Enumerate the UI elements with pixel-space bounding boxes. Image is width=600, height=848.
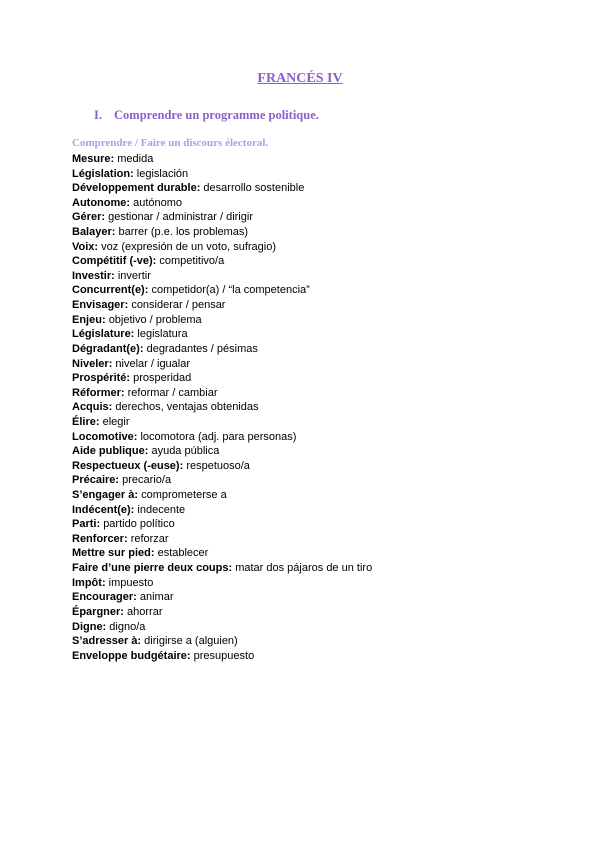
vocabulary-term: Respectueux (-euse): (72, 459, 184, 472)
vocabulary-term: Envisager: (72, 299, 129, 312)
vocabulary-entry (72, 415, 572, 430)
subheading: Comprendre / Faire un discours électoral. (72, 137, 269, 149)
vocabulary-term: Encourager: (72, 591, 137, 604)
section-heading (94, 108, 319, 123)
vocabulary-term: Législation: (72, 167, 134, 180)
vocabulary-definition: objetivo / problema (108, 313, 202, 326)
vocabulary-definition: reformar / cambiar (127, 386, 218, 399)
vocabulary-term: Enjeu: (72, 313, 106, 326)
vocabulary-definition: degradantes / pésimas (146, 342, 258, 355)
vocabulary-definition: ahorrar (127, 605, 163, 618)
vocabulary-entry (72, 532, 572, 547)
vocabulary-definition: impuesto (108, 576, 154, 589)
vocabulary-term: Niveler: (72, 357, 113, 370)
vocabulary-definition: nivelar / igualar (115, 357, 191, 370)
vocabulary-term: Investir: (72, 269, 115, 282)
vocabulary-term: Voix: (72, 240, 99, 253)
vocabulary-term: Balayer: (72, 226, 116, 239)
vocabulary-definition: animar (139, 591, 174, 604)
vocabulary-definition: partido político (103, 518, 175, 531)
vocabulary-entry (72, 430, 572, 445)
vocabulary-term: Compétitif (-ve): (72, 255, 157, 268)
vocabulary-term: Concurrent(e): (72, 284, 149, 297)
vocabulary-entry (72, 196, 572, 211)
vocabulary-entry (72, 444, 572, 459)
vocabulary-term: Gérer: (72, 211, 106, 224)
vocabulary-entry (72, 459, 572, 474)
vocabulary-definition: gestionar / administrar / dirigir (108, 211, 253, 224)
section-number: I. (94, 108, 102, 122)
vocabulary-entry (72, 371, 572, 386)
vocabulary-definition: desarrollo sostenible (203, 182, 305, 195)
vocabulary-entry (72, 386, 572, 401)
vocabulary-term: Digne: (72, 620, 107, 633)
vocabulary-definition: medida (117, 153, 154, 165)
vocabulary-definition: presupuesto (193, 649, 255, 662)
vocabulary-definition: legislatura (137, 328, 188, 341)
vocabulary-definition: dirigirse a (alguien) (144, 635, 238, 648)
vocabulary-term: Faire d’une pierre deux coups: (72, 562, 233, 575)
vocabulary-definition: competitivo/a (159, 255, 225, 268)
vocabulary-entry (72, 546, 572, 561)
vocabulary-term: Locomotive: (72, 430, 138, 443)
section-title: Comprendre un programme politique. (114, 108, 319, 122)
vocabulary-term: Indécent(e): (72, 503, 135, 516)
vocabulary-entry (72, 400, 572, 415)
vocabulary-entry (72, 488, 572, 503)
vocabulary-term: Précaire: (72, 474, 120, 487)
vocabulary-entry (72, 210, 572, 225)
vocabulary-definition: competidor(a) / “la competencia” (151, 284, 310, 297)
vocabulary-definition: legislación (136, 167, 189, 180)
vocabulary-definition: comprometerse a (141, 489, 227, 502)
vocabulary-entry (72, 342, 572, 357)
vocabulary-definition: reforzar (130, 532, 169, 545)
vocabulary-definition: indecente (137, 503, 186, 516)
vocabulary-entry (72, 576, 572, 591)
vocabulary-entry (72, 225, 572, 240)
vocabulary-term: Acquis: (72, 401, 113, 414)
vocabulary-definition: establecer (157, 547, 209, 560)
vocabulary-term: S’engager à: (72, 489, 139, 502)
vocabulary-entry (72, 649, 572, 664)
vocabulary-term: Épargner: (72, 605, 124, 618)
vocabulary-term: Parti: (72, 518, 101, 531)
vocabulary-term: Dégradant(e): (72, 342, 144, 355)
vocabulary-entry (72, 357, 572, 372)
vocabulary-entry (72, 283, 572, 298)
vocabulary-term: Mesure: (72, 153, 115, 165)
vocabulary-definition: prosperidad (133, 372, 192, 385)
vocabulary-entry (72, 517, 572, 532)
vocabulary-entry (72, 327, 572, 342)
vocabulary-entry (72, 269, 572, 284)
vocabulary-entry (72, 503, 572, 518)
vocabulary-definition: voz (expresión de un voto, sufragio) (101, 240, 277, 253)
vocabulary-term: Législature: (72, 328, 135, 341)
vocabulary-term: Renforcer: (72, 532, 128, 545)
vocabulary-definition: invertir (117, 269, 151, 282)
vocabulary-term: Élire: (72, 415, 100, 428)
vocabulary-term: Aide publique: (72, 445, 149, 458)
vocabulary-term: Développement durable: (72, 182, 201, 195)
vocabulary-list (72, 152, 572, 663)
vocabulary-term: Autonome: (72, 196, 131, 209)
vocabulary-entry (72, 298, 572, 313)
vocabulary-definition: locomotora (adj. para personas) (140, 430, 297, 443)
vocabulary-definition: elegir (102, 415, 130, 428)
vocabulary-term: Prospérité: (72, 372, 131, 385)
vocabulary-definition: considerar / pensar (131, 299, 226, 312)
vocabulary-entry (72, 254, 572, 269)
vocabulary-term: Enveloppe budgétaire: (72, 649, 191, 662)
vocabulary-definition: barrer (p.e. los problemas) (118, 226, 249, 239)
vocabulary-entry (72, 152, 572, 167)
vocabulary-definition: matar dos pájaros de un tiro (235, 562, 373, 575)
vocabulary-entry (72, 634, 572, 649)
vocabulary-entry (72, 167, 572, 182)
vocabulary-definition: ayuda pública (151, 445, 220, 458)
document-title: FRANCÉS IV (257, 71, 343, 86)
vocabulary-entry (72, 620, 572, 635)
vocabulary-entry (72, 561, 572, 576)
vocabulary-definition: digno/a (109, 620, 146, 633)
vocabulary-entry (72, 240, 572, 255)
vocabulary-entry (72, 313, 572, 328)
vocabulary-term: Mettre sur pied: (72, 547, 155, 560)
vocabulary-term: Réformer: (72, 386, 125, 399)
vocabulary-entry (72, 590, 572, 605)
vocabulary-definition: precario/a (122, 474, 172, 487)
vocabulary-term: Impôt: (72, 576, 106, 589)
vocabulary-definition: autónomo (133, 196, 183, 209)
vocabulary-term: S’adresser à: (72, 635, 142, 648)
vocabulary-entry (72, 605, 572, 620)
vocabulary-entry (72, 473, 572, 488)
vocabulary-definition: respetuoso/a (186, 459, 250, 472)
vocabulary-entry (72, 181, 572, 196)
vocabulary-definition: derechos, ventajas obtenidas (115, 401, 259, 414)
